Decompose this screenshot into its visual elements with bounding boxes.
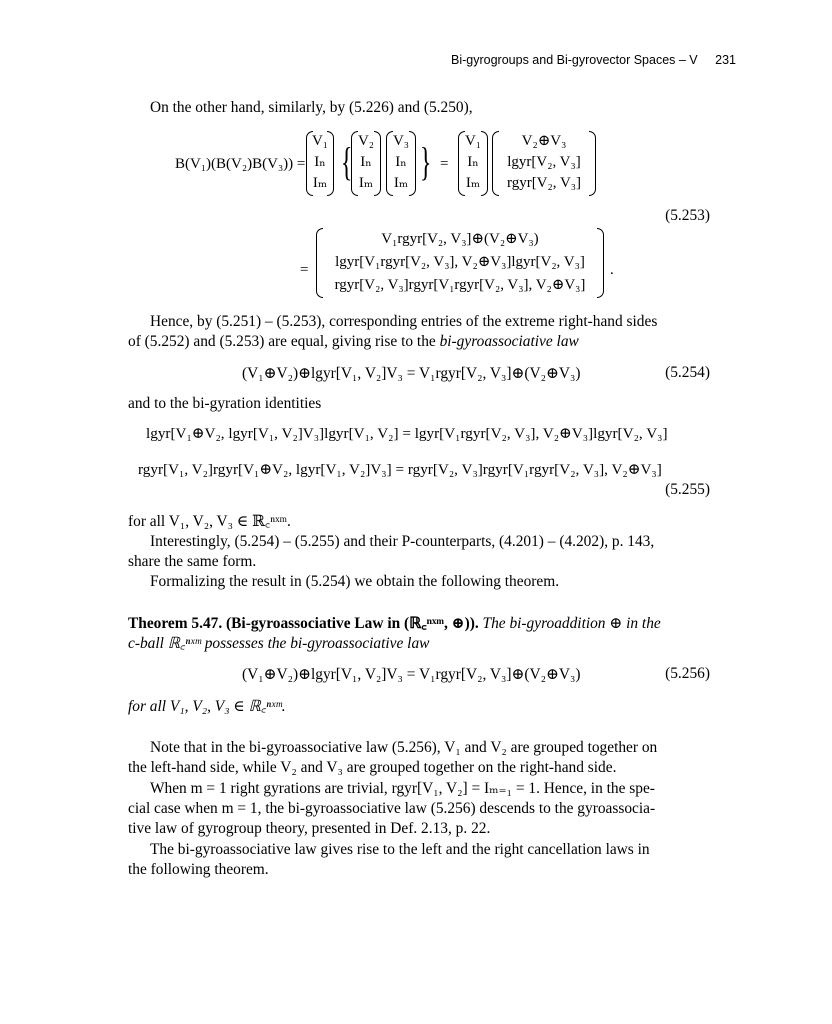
paragraph-9-line-2: the following theorem. (128, 861, 269, 878)
paragraph-3: and to the bi-gyration identities (128, 395, 322, 412)
eq253-number: (5.253) (665, 207, 710, 224)
matrix-v1: V₁ Iₙ Iₘ (306, 131, 334, 196)
eq256-number: (5.256) (665, 665, 710, 682)
page-number: 231 (715, 53, 736, 67)
eq253-equals: = (440, 156, 449, 172)
eq253-equals-2: = (300, 262, 309, 278)
theorem-line-1: Theorem 5.47. (Bi-gyroassociative Law in (ℝ꜀ⁿˣᵐ, ⊕)). The bi-gyroaddition ⊕ in the (128, 615, 661, 632)
eq253-lhs: B(V₁)(B(V₂)B(V₃)) = (175, 156, 306, 172)
eq254-number: (5.254) (665, 364, 710, 381)
running-title: Bi-gyrogroups and Bi-gyrovector Spaces – V (451, 53, 698, 67)
eq256: (V₁⊕V₂)⊕lgyr[V₁, V₂]V₃ = V₁rgyr[V₂, V₃]⊕(V₂⊕V₃) (242, 666, 581, 683)
paragraph-5-line-1: Interestingly, (5.254) – (5.255) and their P-counterparts, (4.201) – (4.202), p. 143, (150, 533, 655, 550)
paragraph-2-line-1: Hence, by (5.251) – (5.253), corresponding entries of the extreme right-hand sides (150, 313, 658, 330)
theorem-tail: for all V₁, V₂, V₃ ∈ ℝ꜀ⁿˣᵐ. (128, 698, 286, 715)
matrix-v2v3: V₂⊕V₃ lgyr[V₂, V₃] rgyr[V₂, V₃] (492, 131, 596, 196)
theorem-line-2: c-ball ℝ꜀ⁿˣᵐ possesses the bi-gyroassociative law (128, 635, 430, 652)
paragraph-1: On the other hand, similarly, by (5.226) and (5.250), (150, 99, 473, 116)
paragraph-5-line-2: share the same form. (128, 553, 257, 570)
matrix-v3: V₃ Iₙ Iₘ (386, 131, 416, 196)
paragraph-8-line-1: When m = 1 right gyrations are trivial, rgyr[V₁, V₂] = Iₘ₌₁ = 1. Hence, in the spe- (150, 780, 655, 797)
eq254: (V₁⊕V₂)⊕lgyr[V₁, V₂]V₃ = V₁rgyr[V₂, V₃]⊕(V₂⊕V₃) (242, 365, 581, 382)
running-header (451, 53, 736, 67)
paragraph-7-line-2: the left-hand side, while V₂ and V₃ are grouped together on the right-hand side. (128, 759, 617, 776)
paragraph-9-line-1: The bi-gyroassociative law gives rise to the left and the right cancellation laws in (150, 841, 650, 858)
brace-group: { } (340, 139, 432, 184)
eq255-line-2: rgyr[V₁, V₂]rgyr[V₁⊕V₂, lgyr[V₁, V₂]V₃] = rgyr[V₂, V₃]rgyr[V₁rgyr[V₂, V₃], V₂⊕V₃] (138, 461, 662, 478)
matrix-result: V₁rgyr[V₂, V₃]⊕(V₂⊕V₃) lgyr[V₁rgyr[V₂, V₃], V₂⊕V₃]lgyr[V₂, V₃] rgyr[V₂, V₃]rgyr[V₁rgyr[V₂, V₃], V₂⊕V₃] (316, 228, 604, 298)
matrix-v2: V₂ Iₙ Iₘ (351, 131, 381, 196)
theorem-head: Theorem 5.47. (Bi-gyroassociative Law in (ℝ꜀ⁿˣᵐ, ⊕)). (128, 615, 479, 632)
paragraph-6: Formalizing the result in (5.254) we obtain the following theorem. (150, 573, 560, 590)
paragraph-2-line-2: of (5.252) and (5.253) are equal, giving rise to the bi-gyroassociative law (128, 333, 579, 350)
eq253-period: . (610, 262, 614, 278)
paragraph-7-line-1: Note that in the bi-gyroassociative law (5.256), V₁ and V₂ are grouped together on (150, 739, 658, 756)
paragraph-4: for all V₁, V₂, V₃ ∈ ℝ꜀ⁿˣᵐ. (128, 513, 291, 530)
eq255-number: (5.255) (665, 481, 710, 498)
paragraph-8-line-2: cial case when m = 1, the bi-gyroassociative law (5.256) descends to the gyroassocia- (128, 800, 656, 817)
matrix-v1b: V₁ Iₙ Iₘ (458, 131, 488, 196)
eq255-line-1: lgyr[V₁⊕V₂, lgyr[V₁, V₂]V₃]lgyr[V₁, V₂] = lgyr[V₁rgyr[V₂, V₃], V₂⊕V₃]lgyr[V₂, V₃] (146, 425, 668, 442)
paragraph-8-line-3: tive law of gyrogroup theory, presented in Def. 2.13, p. 22. (128, 820, 491, 837)
